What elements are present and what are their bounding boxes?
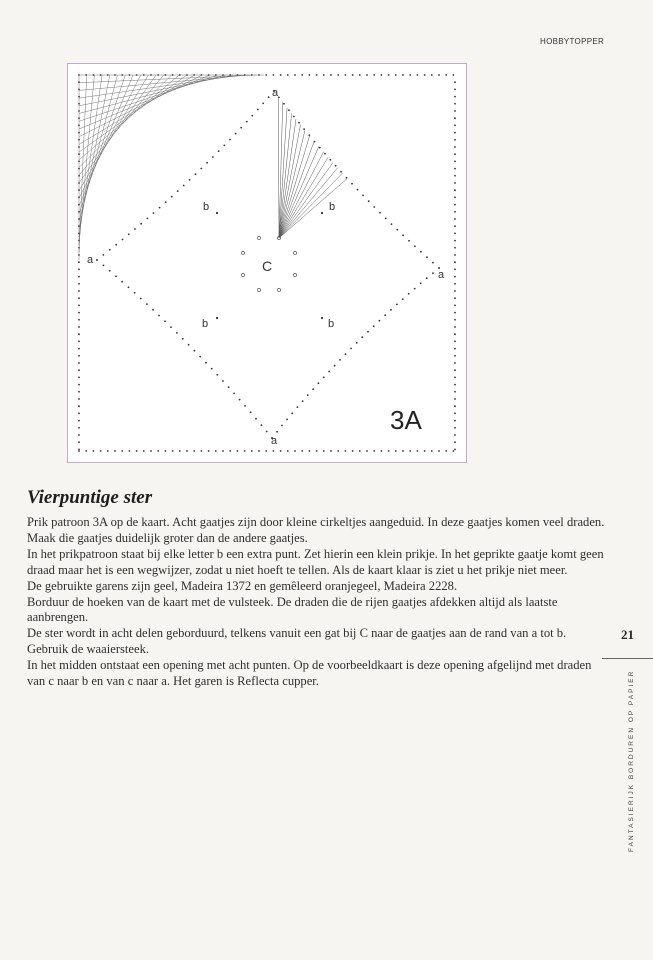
article-title: Vierpuntige ster bbox=[27, 487, 153, 508]
pattern-hole bbox=[200, 168, 202, 170]
pattern-hole bbox=[352, 74, 354, 76]
book-title-vertical: FANTASIERIJK BORDUREN OP PAPIER bbox=[628, 670, 635, 853]
pattern-hole bbox=[294, 74, 296, 76]
pattern-hole bbox=[301, 450, 303, 452]
pattern-hole bbox=[408, 293, 410, 295]
pattern-hole bbox=[194, 350, 196, 352]
pattern-hole bbox=[438, 74, 440, 76]
pattern-hole bbox=[367, 331, 369, 333]
pattern-hole bbox=[109, 249, 111, 251]
pattern-hole bbox=[454, 247, 456, 249]
pattern-hole bbox=[328, 371, 330, 373]
pattern-hole bbox=[251, 115, 253, 117]
pattern-hole bbox=[78, 312, 80, 314]
pattern-hole bbox=[454, 276, 456, 278]
pattern-hole bbox=[177, 190, 179, 192]
pattern-hole bbox=[281, 425, 283, 427]
pattern-hole bbox=[420, 283, 422, 285]
embroidery-pattern-3a bbox=[67, 63, 467, 463]
pattern-hole bbox=[237, 450, 239, 452]
pattern-hole bbox=[414, 245, 416, 247]
pattern-hole bbox=[454, 132, 456, 134]
pattern-hole bbox=[182, 338, 184, 340]
article-paragraph: Borduur de hoeken van de kaart met de vulsteek. De draden die de rijen gaatjes afdekken altijd als laatste aanbrengen. bbox=[27, 594, 558, 625]
pattern-hole bbox=[309, 450, 311, 452]
pattern-hole bbox=[417, 74, 419, 76]
pattern-hole bbox=[193, 450, 195, 452]
pattern-hole bbox=[183, 185, 185, 187]
pattern-hole bbox=[109, 270, 111, 272]
pattern-hole bbox=[100, 450, 102, 452]
pattern-hole bbox=[357, 189, 359, 191]
pattern-hole bbox=[128, 286, 130, 288]
pattern-hole bbox=[373, 450, 375, 452]
pattern-hole bbox=[78, 269, 80, 271]
pattern-hole bbox=[78, 420, 80, 422]
pattern-hole bbox=[323, 450, 325, 452]
pattern-hole bbox=[78, 427, 80, 429]
pattern-hole bbox=[454, 153, 456, 155]
pattern-hole bbox=[334, 365, 336, 367]
pattern-hole bbox=[390, 309, 392, 311]
pattern-hole bbox=[359, 74, 361, 76]
pattern-hole bbox=[454, 81, 456, 83]
pattern-hole bbox=[78, 377, 80, 379]
pattern-hole bbox=[301, 74, 303, 76]
pattern-hole bbox=[402, 450, 404, 452]
pattern-hole bbox=[287, 450, 289, 452]
pattern-hole bbox=[359, 450, 361, 452]
pattern-hole bbox=[454, 398, 456, 400]
pattern-hole bbox=[395, 450, 397, 452]
pattern-hole bbox=[335, 165, 337, 167]
pattern-hole bbox=[330, 74, 332, 76]
pattern-hole bbox=[453, 450, 455, 452]
pattern-hole bbox=[402, 298, 404, 300]
pattern-hole bbox=[78, 297, 80, 299]
pattern-hole bbox=[143, 450, 145, 452]
pattern-hole bbox=[454, 218, 456, 220]
pattern-hole bbox=[165, 450, 167, 452]
pattern-hole bbox=[229, 139, 231, 141]
pattern-hole bbox=[122, 239, 124, 241]
pattern-hole bbox=[280, 74, 282, 76]
pattern-hole bbox=[287, 74, 289, 76]
pattern-hole bbox=[339, 359, 341, 361]
pattern-hole bbox=[337, 450, 339, 452]
pattern-hole bbox=[454, 434, 456, 436]
pattern-hole bbox=[323, 74, 325, 76]
pattern-hole bbox=[307, 394, 309, 396]
pattern-hole bbox=[454, 427, 456, 429]
label-b-lower-right: b bbox=[328, 318, 335, 330]
pattern-hole bbox=[215, 450, 217, 452]
pattern-hole bbox=[291, 412, 293, 414]
pattern-hole bbox=[395, 74, 397, 76]
pattern-hole bbox=[216, 374, 218, 376]
pattern-hole bbox=[255, 418, 257, 420]
pattern-hole bbox=[235, 133, 237, 135]
pattern-hole bbox=[345, 74, 347, 76]
pattern-hole bbox=[171, 196, 173, 198]
pattern-hole bbox=[303, 128, 305, 130]
pattern-hole bbox=[78, 283, 80, 285]
pattern-hole bbox=[454, 204, 456, 206]
pattern-hole bbox=[261, 424, 263, 426]
pattern-hole bbox=[115, 275, 117, 277]
pattern-hole bbox=[172, 450, 174, 452]
pattern-hole bbox=[417, 450, 419, 452]
pattern-hole bbox=[96, 259, 98, 261]
pattern-hole bbox=[114, 450, 116, 452]
pattern-hole bbox=[454, 384, 456, 386]
pattern-hole bbox=[454, 103, 456, 105]
pattern-hole bbox=[164, 320, 166, 322]
pattern-hole bbox=[78, 405, 80, 407]
pattern-hole bbox=[454, 233, 456, 235]
pattern-hole bbox=[265, 74, 267, 76]
pattern-hole bbox=[454, 341, 456, 343]
pattern-hole bbox=[78, 326, 80, 328]
pattern-hole bbox=[366, 450, 368, 452]
pattern-hole bbox=[454, 225, 456, 227]
pattern-hole bbox=[189, 179, 191, 181]
pattern-hole bbox=[228, 386, 230, 388]
pattern-hole bbox=[273, 74, 275, 76]
pattern-hole bbox=[432, 272, 434, 274]
pattern-hole bbox=[205, 362, 207, 364]
pattern-hole bbox=[426, 256, 428, 258]
pattern-hole bbox=[312, 388, 314, 390]
pattern-hole bbox=[170, 326, 172, 328]
pattern-hole bbox=[78, 290, 80, 292]
pattern-hole bbox=[337, 74, 339, 76]
pattern-hole bbox=[134, 228, 136, 230]
pattern-hole bbox=[454, 348, 456, 350]
pattern-hole bbox=[309, 74, 311, 76]
pattern-hole bbox=[78, 449, 80, 451]
pattern-hole bbox=[262, 103, 264, 105]
article-paragraph: Prik patroon 3A op de kaart. Acht gaatjes zijn door kleine cirkeltjes aangeduid. In deze gaatjes komen veel draden. Maak die gaatjes duidelijk groter dan de andere gaatjes. bbox=[27, 515, 605, 545]
pattern-hole bbox=[239, 399, 241, 401]
pattern-hole bbox=[373, 74, 375, 76]
pattern-hole bbox=[454, 305, 456, 307]
pattern-hole bbox=[445, 74, 447, 76]
pattern-hole bbox=[276, 431, 278, 433]
pattern-hole bbox=[78, 348, 80, 350]
pattern-hole bbox=[78, 384, 80, 386]
pattern-hole bbox=[103, 254, 105, 256]
pattern-hole bbox=[150, 450, 152, 452]
label-b-upper-right: b bbox=[329, 201, 336, 213]
pattern-hole bbox=[146, 303, 148, 305]
pattern-hole bbox=[78, 319, 80, 321]
pattern-hole bbox=[78, 398, 80, 400]
pattern-hole bbox=[266, 431, 268, 433]
pattern-hole bbox=[85, 450, 87, 452]
pattern-hole bbox=[321, 212, 323, 214]
pattern-hole bbox=[396, 304, 398, 306]
pattern-hole bbox=[379, 320, 381, 322]
pattern-hole bbox=[115, 244, 117, 246]
pattern-hole bbox=[78, 441, 80, 443]
pattern-hole bbox=[454, 117, 456, 119]
pattern-hole bbox=[373, 206, 375, 208]
pattern-hole bbox=[218, 150, 220, 152]
pattern-hole bbox=[78, 434, 80, 436]
pattern-hole bbox=[283, 103, 285, 105]
pattern-hole bbox=[265, 450, 267, 452]
pattern-hole bbox=[268, 96, 270, 98]
pattern-hole bbox=[78, 305, 80, 307]
pattern-hole bbox=[431, 74, 433, 76]
pattern-hole bbox=[216, 317, 218, 319]
pattern-hole bbox=[129, 450, 131, 452]
pattern-hole bbox=[298, 122, 300, 124]
label-a-left: a bbox=[87, 254, 94, 266]
pattern-hole bbox=[381, 450, 383, 452]
pattern-hole bbox=[293, 116, 295, 118]
pattern-hole bbox=[454, 110, 456, 112]
pattern-hole bbox=[454, 254, 456, 256]
pattern-hole bbox=[321, 317, 323, 319]
pattern-hole bbox=[420, 251, 422, 253]
pattern-hole bbox=[432, 262, 434, 264]
pattern-hole bbox=[121, 450, 123, 452]
pattern-hole bbox=[362, 195, 364, 197]
pattern-hole bbox=[78, 355, 80, 357]
pattern-hole bbox=[454, 211, 456, 213]
pattern-hole bbox=[286, 419, 288, 421]
pattern-hole bbox=[454, 96, 456, 98]
page-number-rule bbox=[602, 658, 653, 659]
pattern-hole bbox=[78, 391, 80, 393]
pattern-hole bbox=[134, 292, 136, 294]
pattern-hole bbox=[208, 450, 210, 452]
pattern-hole bbox=[140, 223, 142, 225]
pattern-hole bbox=[330, 450, 332, 452]
pattern-hole bbox=[409, 74, 411, 76]
pattern-hole bbox=[454, 420, 456, 422]
pattern-hole bbox=[222, 380, 224, 382]
pattern-hole bbox=[78, 413, 80, 415]
pattern-hole bbox=[381, 74, 383, 76]
pattern-hole bbox=[388, 74, 390, 76]
pattern-hole bbox=[454, 319, 456, 321]
pattern-hole bbox=[366, 74, 368, 76]
pattern-hole bbox=[384, 314, 386, 316]
pattern-hole bbox=[294, 450, 296, 452]
pattern-hole bbox=[385, 218, 387, 220]
label-a-top: a bbox=[272, 87, 279, 99]
pattern-hole bbox=[179, 450, 181, 452]
pattern-hole bbox=[454, 197, 456, 199]
pattern-hole bbox=[345, 450, 347, 452]
article-paragraph: De gebruikte garens zijn geel, Madeira 1372 en gemêleerd oranjegeel, Madeira 2228. bbox=[27, 578, 458, 593]
page-number: 21 bbox=[621, 627, 634, 642]
pattern-hole bbox=[454, 168, 456, 170]
pattern-hole bbox=[78, 369, 80, 371]
pattern-hole bbox=[454, 89, 456, 91]
pattern-hole bbox=[454, 261, 456, 263]
article-paragraph: De ster wordt in acht delen geborduurd, telkens vanuit een gat bij C naar de gaatjes aan de rand van a tot b. Gebruik de waaiersteek. bbox=[27, 626, 567, 657]
pattern-hole bbox=[251, 450, 253, 452]
pattern-hole bbox=[316, 450, 318, 452]
pattern-hole bbox=[402, 74, 404, 76]
label-a-right: a bbox=[438, 269, 445, 281]
pattern-hole bbox=[136, 450, 138, 452]
label-a-bottom: a bbox=[271, 435, 278, 447]
pattern-hole bbox=[345, 353, 347, 355]
pattern-hole bbox=[316, 74, 318, 76]
pattern-hole bbox=[78, 362, 80, 364]
pattern-hole bbox=[206, 162, 208, 164]
pattern-hole bbox=[147, 218, 149, 220]
pattern-hole bbox=[78, 276, 80, 278]
pattern-hole bbox=[454, 182, 456, 184]
pattern-hole bbox=[78, 261, 80, 263]
pattern-hole bbox=[454, 333, 456, 335]
pattern-hole bbox=[199, 356, 201, 358]
pattern-hole bbox=[319, 147, 321, 149]
pattern-hole bbox=[373, 325, 375, 327]
pattern-hole bbox=[454, 240, 456, 242]
pattern-hole bbox=[229, 450, 231, 452]
pattern-hole bbox=[176, 332, 178, 334]
pattern-hole bbox=[93, 450, 95, 452]
pattern-hole bbox=[454, 146, 456, 148]
pattern-hole bbox=[297, 406, 299, 408]
pattern-hole bbox=[121, 281, 123, 283]
pattern-hole bbox=[258, 450, 260, 452]
pattern-hole bbox=[454, 377, 456, 379]
pattern-hole bbox=[233, 393, 235, 395]
pattern-hole bbox=[445, 450, 447, 452]
pattern-hole bbox=[454, 189, 456, 191]
pattern-hole bbox=[159, 207, 161, 209]
pattern-hole bbox=[454, 413, 456, 415]
pattern-hole bbox=[454, 125, 456, 127]
pattern-hole bbox=[454, 326, 456, 328]
pattern-hole bbox=[340, 171, 342, 173]
pattern-hole bbox=[402, 234, 404, 236]
pattern-hole bbox=[273, 450, 275, 452]
pattern-hole bbox=[368, 200, 370, 202]
pattern-hole bbox=[454, 355, 456, 357]
pattern-number: 3A bbox=[390, 405, 422, 435]
pattern-hole bbox=[454, 391, 456, 393]
pattern-hole bbox=[454, 297, 456, 299]
pattern-hole bbox=[250, 411, 252, 413]
pattern-hole bbox=[223, 145, 225, 147]
pattern-hole bbox=[424, 450, 426, 452]
pattern-hole bbox=[379, 212, 381, 214]
pattern-hole bbox=[246, 121, 248, 123]
pattern-hole bbox=[222, 450, 224, 452]
pattern-hole bbox=[408, 240, 410, 242]
pattern-hole bbox=[201, 450, 203, 452]
pattern-hole bbox=[195, 173, 197, 175]
pattern-hole bbox=[454, 290, 456, 292]
pattern-hole bbox=[356, 342, 358, 344]
pattern-hole bbox=[78, 341, 80, 343]
pattern-hole bbox=[454, 269, 456, 271]
pattern-hole bbox=[288, 109, 290, 111]
pattern-hole bbox=[454, 139, 456, 141]
pattern-hole bbox=[454, 369, 456, 371]
running-header: HOBBYTOPPER bbox=[540, 37, 605, 46]
pattern-hole bbox=[188, 344, 190, 346]
pattern-hole bbox=[391, 223, 393, 225]
pattern-hole bbox=[152, 309, 154, 311]
pattern-hole bbox=[454, 405, 456, 407]
pattern-hole bbox=[426, 277, 428, 279]
pattern-hole bbox=[409, 450, 411, 452]
pattern-hole bbox=[396, 229, 398, 231]
pattern-hole bbox=[454, 161, 456, 163]
pattern-hole bbox=[257, 109, 259, 111]
pattern-hole bbox=[78, 450, 80, 452]
label-b-upper-left: b bbox=[203, 201, 210, 213]
pattern-hole bbox=[240, 127, 242, 129]
pattern-hole bbox=[431, 450, 433, 452]
pattern-hole bbox=[454, 362, 456, 364]
pattern-hole bbox=[157, 450, 159, 452]
pattern-hole bbox=[454, 312, 456, 314]
article-paragraph: In het midden ontstaat een opening met acht punten. Op de voorbeeldkaart is deze opening afgelijnd met draden van c naar b en van c naar a. Het garen is Reflecta cupper. bbox=[27, 658, 592, 689]
pattern-hole bbox=[153, 212, 155, 214]
pattern-hole bbox=[158, 315, 160, 317]
pattern-hole bbox=[280, 450, 282, 452]
pattern-hole bbox=[351, 183, 353, 185]
article-paragraph: In het prikpatroon staat bij elke letter b een extra punt. Zet hierin een klein prikje. In het geprikte gaatje komt geen draad maar het is een wegwijzer, zodat u niet hoeft te tellen. Als de kaart klaar is ziet u het prikje niet meer. bbox=[27, 546, 604, 577]
pattern-hole bbox=[244, 450, 246, 452]
pattern-hole bbox=[107, 450, 109, 452]
label-b-lower-left: b bbox=[202, 318, 209, 330]
pattern-hole bbox=[244, 405, 246, 407]
pattern-hole bbox=[165, 201, 167, 203]
pattern-hole bbox=[424, 74, 426, 76]
pattern-hole bbox=[78, 333, 80, 335]
pattern-hole bbox=[454, 441, 456, 443]
pattern-hole bbox=[454, 449, 456, 451]
pattern-hole bbox=[323, 376, 325, 378]
pattern-hole bbox=[186, 450, 188, 452]
pattern-hole bbox=[140, 298, 142, 300]
pattern-hole bbox=[454, 283, 456, 285]
pattern-hole bbox=[103, 265, 105, 267]
pattern-hole bbox=[454, 175, 456, 177]
pattern-hole bbox=[438, 450, 440, 452]
pattern-hole bbox=[302, 400, 304, 402]
pattern-hole bbox=[329, 159, 331, 161]
pattern-hole bbox=[453, 74, 455, 76]
pattern-hole bbox=[324, 153, 326, 155]
pattern-hole bbox=[211, 368, 213, 370]
article bbox=[27, 487, 607, 690]
pattern-hole bbox=[318, 382, 320, 384]
pattern-hole bbox=[350, 348, 352, 350]
pattern-hole bbox=[361, 336, 363, 338]
pattern-hole bbox=[352, 450, 354, 452]
pattern-hole bbox=[414, 288, 416, 290]
pattern-hole bbox=[128, 233, 130, 235]
pattern-hole bbox=[388, 450, 390, 452]
label-c-center: C bbox=[262, 258, 273, 274]
pattern-hole bbox=[212, 156, 214, 158]
pattern-hole bbox=[216, 212, 218, 214]
